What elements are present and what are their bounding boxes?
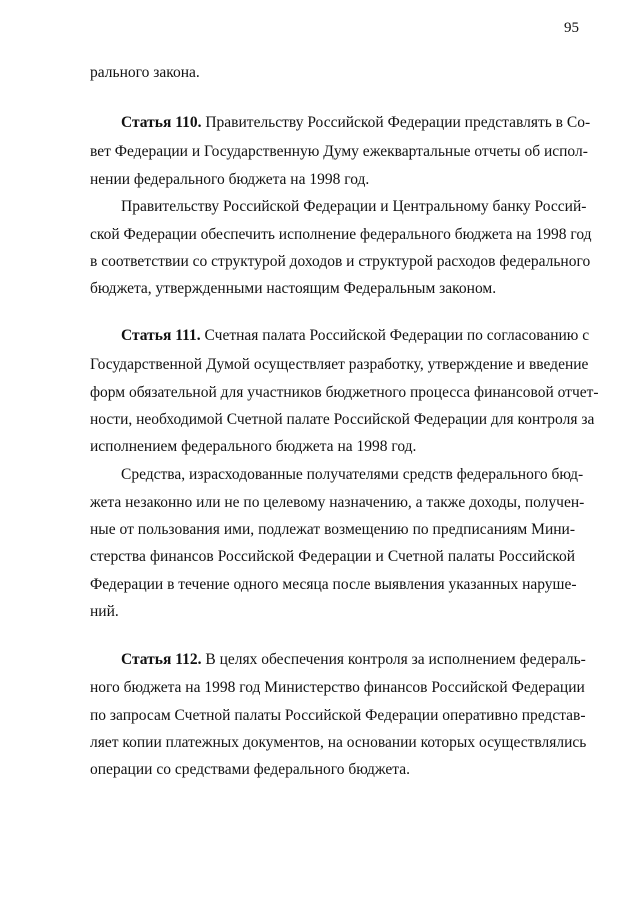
article-110-line: нении федерального бюджета на 1998 год. (90, 171, 370, 188)
article-111-line: ности, необходимой Счетной палате Российской Федерации для контроля за (90, 411, 595, 428)
article-112-first-line (121, 651, 586, 669)
article-112-line: по запросам Счетной палаты Российской Федерации оперативно представ- (90, 707, 586, 724)
article-111-first-line (121, 327, 590, 345)
article-110-line: Правительству Российской Федерации и Центральному банку Россий- (121, 198, 587, 215)
article-112-line: ляет копии платежных документов, на основании которых осуществлялись (90, 734, 587, 751)
article-110-line: Правительству Российской Федерации представлять в Со- (205, 114, 591, 131)
article-111-line: исполнением федерального бюджета на 1998 год. (90, 438, 417, 455)
article-112-heading: Статья 112. (121, 651, 202, 668)
article-111-line: форм обязательной для участников бюджетного процесса финансовой отчет- (90, 384, 599, 401)
article-111-line: жета незаконно или не по целевому назначению, а также доходы, получен- (90, 494, 585, 511)
article-110-line: в соответствии со структурой доходов и структурой расходов федерального (90, 253, 591, 270)
article-110-heading: Статья 110. (121, 114, 202, 131)
article-110-first-line (121, 114, 591, 132)
article-111-line: Государственной Думой осуществляет разработку, утверждение и введение (90, 356, 589, 373)
article-112-line: операции со средствами федерального бюджета. (90, 761, 410, 778)
article-110-line: вет Федерации и Государственную Думу ежеквартальные отчеты об испол- (90, 143, 588, 160)
intro-continuation-line: рального закона. (90, 64, 200, 81)
article-111-line: ные от пользования ими, подлежат возмещению по предписаниям Мини- (90, 521, 575, 538)
article-112-line: В целях обеспечения контроля за исполнением федераль- (205, 651, 586, 668)
article-111-heading: Статья 111. (121, 327, 201, 344)
article-110-line: бюджета, утвержденными настоящим Федеральным законом. (90, 280, 497, 297)
page-number: 95 (564, 20, 579, 36)
article-111-line: ний. (90, 603, 119, 620)
article-112-line: ного бюджета на 1998 год Министерство финансов Российской Федерации (90, 679, 585, 696)
article-110-line: ской Федерации обеспечить исполнение федерального бюджета на 1998 год (90, 226, 592, 243)
article-111-line: Федерации в течение одного месяца после выявления указанных наруше- (90, 576, 577, 593)
article-111-line: Счетная палата Российской Федерации по согласованию с (204, 327, 590, 344)
article-111-line: Средства, израсходованные получателями средств федерального бюд- (121, 466, 584, 483)
article-111-line: стерства финансов Российской Федерации и Счетной палаты Российской (90, 548, 575, 565)
